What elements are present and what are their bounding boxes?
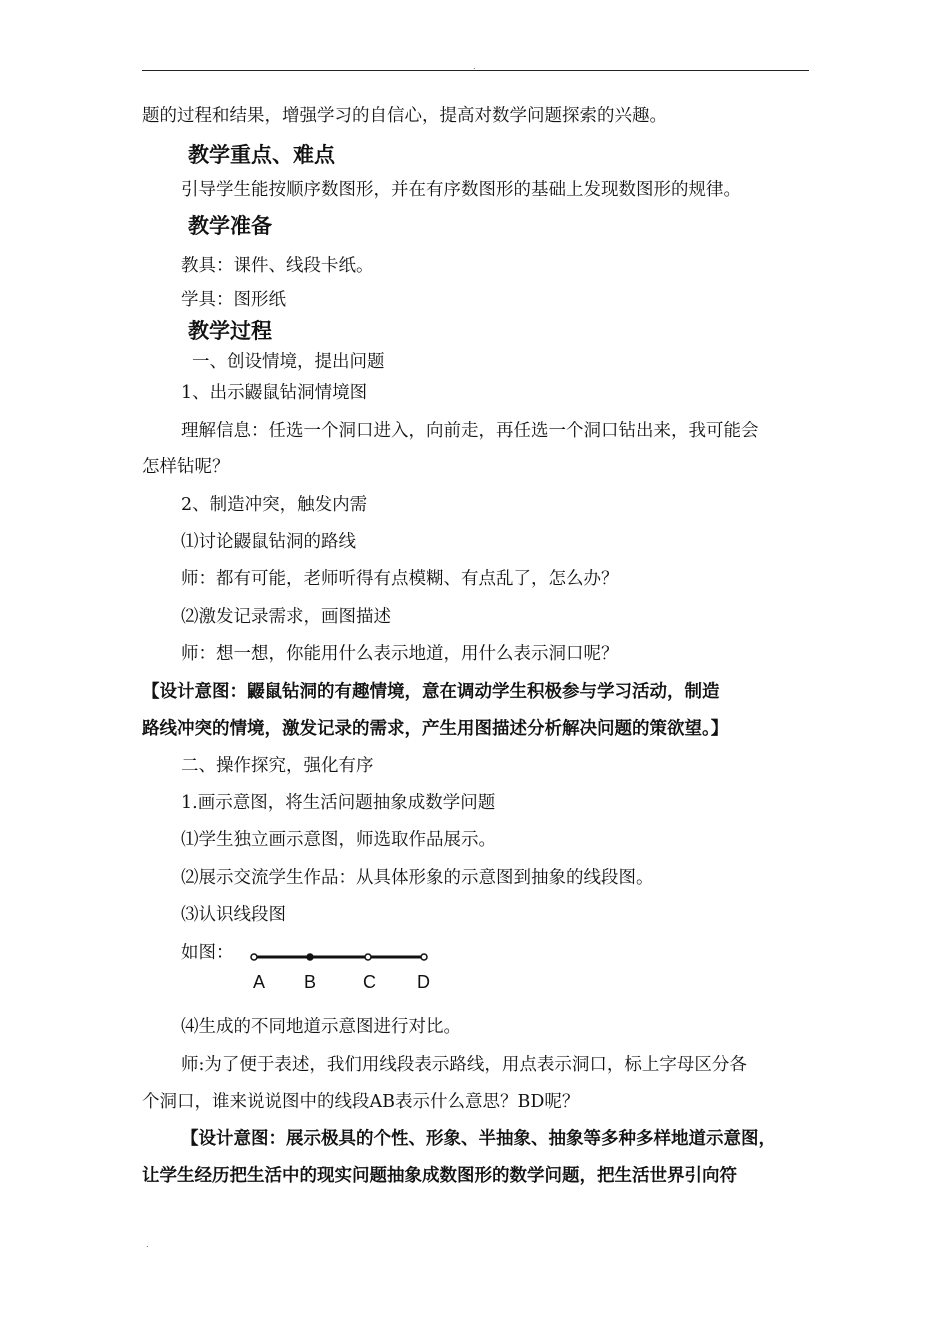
point-b-dot (307, 954, 313, 960)
text-line: 1.画示意图，将生活问题抽象成数学问题 (181, 793, 496, 813)
point-label-b: B (304, 972, 317, 992)
section-heading-key-points: 教学重点、难点 (188, 143, 335, 167)
text-line: 如图： (181, 943, 234, 963)
text-line: ⑶认识线段图 (181, 905, 286, 925)
text-line: 学具：图形纸 (181, 290, 286, 310)
design-intent-text: 【设计意图：展示极具的个性、形象、半抽象、抽象等多种多样地道示意图， (181, 1129, 776, 1149)
point-label-d: D (417, 972, 430, 992)
text-line: ⑷生成的不同地道示意图进行对比。 (181, 1017, 461, 1037)
point-label-c: C (363, 972, 376, 992)
section-heading-process: 教学过程 (188, 319, 272, 343)
text-line: ⑵展示交流学生作品：从具体形象的示意图到抽象的线段图。 (181, 868, 654, 888)
header-mark: . (473, 62, 476, 71)
segment-line-svg (250, 950, 440, 970)
line-segment-diagram (250, 950, 440, 994)
design-intent-text: 让学生经历把生活中的现实问题抽象成数图形的数学问题，把生活世界引向符 (142, 1166, 737, 1186)
point-c-dot (365, 954, 371, 960)
text-line: ⑴讨论鼹鼠钻洞的路线 (181, 532, 356, 552)
text-line: 个洞口，谁来说说图中的线段AB表示什么意思？BD呢？ (142, 1092, 580, 1112)
design-intent-text: 路线冲突的情境，激发记录的需求，产生用图描述分析解决问题的策欲望。】 (142, 719, 729, 739)
text-line: 师：想一想，你能用什么表示地道，用什么表示洞口呢？ (181, 644, 619, 664)
text-line: 理解信息：任选一个洞口进入，向前走，再任选一个洞口钻出来，我可能会 (181, 421, 759, 441)
header-rule (142, 70, 809, 71)
text-line: 怎样钻呢？ (142, 457, 230, 477)
text-line: 2、制造冲突，触发内需 (181, 495, 368, 515)
point-a-dot (251, 954, 257, 960)
text-line: 二、操作探究，强化有序 (181, 756, 374, 776)
point-label-a: A (253, 972, 266, 992)
text-line: 教具：课件、线段卡纸。 (181, 256, 374, 276)
text-line: 一、创设情境，提出问题 (192, 352, 385, 372)
text-line: 师：都有可能，老师听得有点模糊、有点乱了，怎么办？ (181, 569, 619, 589)
text-line: 1、出示鼹鼠钻洞情境图 (181, 383, 368, 403)
design-intent-text: 【设计意图：鼹鼠钻洞的有趣情境，意在调动学生积极参与学习活动，制造 (142, 682, 720, 702)
point-d-dot (421, 954, 427, 960)
text-line: ⑴学生独立画示意图，师选取作品展示。 (181, 830, 496, 850)
text-line: ⑵激发记录需求，画图描述 (181, 607, 391, 627)
text-line: 师:为了便于表述，我们用线段表示路线，用点表示洞口，标上字母区分各 (181, 1055, 747, 1075)
text-line: 引导学生能按顺序数图形，并在有序数图形的基础上发现数图形的规律。 (181, 180, 741, 200)
section-heading-preparation: 教学准备 (188, 214, 272, 238)
text-line: 题的过程和结果，增强学习的自信心，提高对数学问题探索的兴趣。 (142, 106, 667, 126)
footer-mark: . (146, 1240, 149, 1249)
